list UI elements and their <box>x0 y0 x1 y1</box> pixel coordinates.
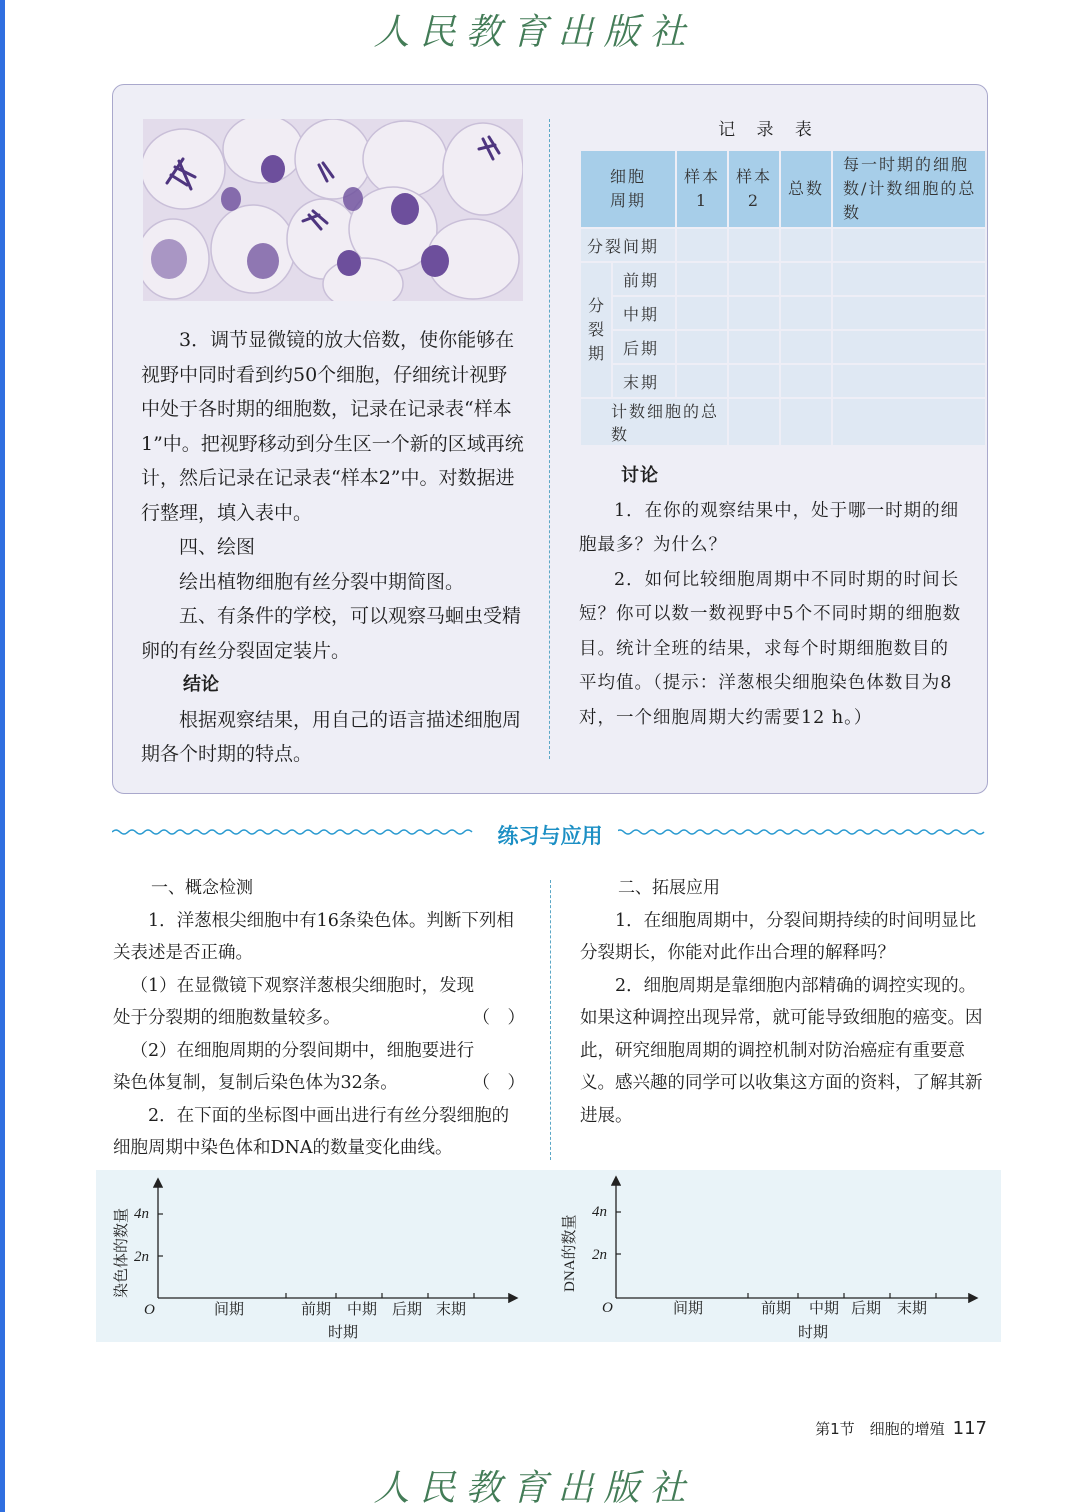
chromosome-graph <box>112 1180 516 1341</box>
concept-q1b-line1: （2）在细胞周期的分裂间期中，细胞要进行 <box>130 1040 475 1061</box>
left-x-title: 时期 <box>328 1325 359 1341</box>
left-x-metaphase: 中期 <box>347 1302 378 1318</box>
table-cell <box>781 399 831 445</box>
table-cell <box>729 263 779 295</box>
section-title: 练习与应用 <box>482 820 618 850</box>
discussion-q2: 2．如何比较细胞周期中不同时期的时间长短？你可以数一数视野中5个不同时期的细胞数目。统计全班的结果，求每个时期细胞数目的平均值。（提示：洋葱根尖细胞染色体数目为8对，一个细胞周期大约需要12 h。） <box>579 569 962 728</box>
experiment-box <box>112 84 988 794</box>
discussion-heading: 讨论 <box>621 465 659 486</box>
right-x-metaphase: 中期 <box>809 1301 840 1317</box>
concept-q1b-text: 染色体复制，复制后染色体为32条。 <box>113 1073 398 1093</box>
extended-q1: 1．在细胞周期中，分裂间期持续的时间明显比分裂期长，你能对此作出合理的解释吗？ <box>580 910 977 963</box>
page-footer <box>815 1418 987 1439</box>
record-table <box>579 149 987 447</box>
right-x-telophase: 末期 <box>897 1301 928 1317</box>
table-cell <box>781 229 831 261</box>
table-cell <box>833 297 985 329</box>
exercise-divider <box>550 880 551 1160</box>
table-cell <box>833 399 985 445</box>
blank-axes-graphs <box>96 1170 1001 1342</box>
conclusion-heading: 结论 <box>183 674 219 695</box>
right-x-title: 时期 <box>798 1325 829 1341</box>
header-sample-1: 样本 1 <box>677 151 727 227</box>
answer-blank-2[interactable]: （ ） <box>472 1073 525 1093</box>
table-cell <box>781 263 831 295</box>
page-edge-bar <box>0 0 5 1512</box>
right-origin: O <box>602 1300 613 1316</box>
concept-check-heading: 一、概念检测 <box>151 878 253 898</box>
table-cell <box>833 229 985 261</box>
left-y-4n: 4n <box>134 1206 149 1222</box>
concept-q1a-line1: （1）在显微镜下观察洋葱根尖细胞时，发现 <box>130 975 475 996</box>
table-cell <box>781 331 831 363</box>
row-total-label: 计数细胞的总数 <box>581 399 727 445</box>
right-x-interphase: 间期 <box>673 1301 704 1317</box>
table-cell <box>729 365 779 397</box>
experiment-steps <box>141 323 525 772</box>
header-sample-2: 样本 2 <box>729 151 779 227</box>
table-cell <box>833 263 985 295</box>
left-x-interphase: 间期 <box>214 1302 245 1318</box>
step-4-text: 绘出植物细胞有丝分裂中期简图。 <box>179 570 465 593</box>
table-cell <box>677 263 727 295</box>
row-mitosis-label: 分 裂 期 <box>581 263 611 397</box>
right-y-2n: 2n <box>592 1247 607 1263</box>
discussion-q1: 1．在你的观察结果中，处于哪一时期的细胞最多？为什么？ <box>579 500 960 555</box>
table-cell <box>729 297 779 329</box>
footer-section: 第1节 细胞的增殖 <box>815 1420 945 1438</box>
publisher-watermark-top: 人民教育出版社 <box>373 12 696 53</box>
row-telophase-label: 末期 <box>613 365 675 397</box>
right-x-anaphase: 后期 <box>851 1301 882 1317</box>
row-metaphase-label: 中期 <box>613 297 675 329</box>
right-y-4n: 4n <box>592 1204 607 1220</box>
left-x-telophase: 末期 <box>436 1302 467 1318</box>
step-3-text: 3．调节显微镜的放大倍数，使你能够在视野中同时看到约50个细胞，仔细统计视野中处于各时期的细胞数，记录在记录表“样本1”中。把视野移动到分生区一个新的区域再统计，然后记录在记录表“样本2”中。对数据进行整理，填入表中。 <box>141 329 524 524</box>
record-table-title: 记 录 表 <box>718 120 820 140</box>
header-ratio: 每一时期的细胞数/计数细胞的总数 <box>833 151 985 227</box>
graph-area <box>96 1170 1001 1342</box>
row-interphase-label: 分裂间期 <box>581 229 675 261</box>
table-cell <box>677 297 727 329</box>
conclusion-text: 根据观察结果，用自己的语言描述细胞周期各个时期的特点。 <box>141 708 522 765</box>
header-total: 总数 <box>781 151 831 227</box>
step-4-heading: 四、绘图 <box>179 536 256 558</box>
concept-q1a-text: 处于分裂期的细胞数量较多。 <box>113 1008 341 1028</box>
table-cell <box>677 365 727 397</box>
column-divider <box>549 119 550 759</box>
step-5-text: 五、有条件的学校，可以观察马蛔虫受精卵的有丝分裂固定装片。 <box>141 605 522 662</box>
left-origin: O <box>144 1302 155 1318</box>
concept-q2: 2．在下面的坐标图中画出进行有丝分裂细胞的细胞周期中染色体和DNA的数量变化曲线。 <box>113 1105 510 1158</box>
right-y-label: DNA的数量 <box>562 1214 578 1292</box>
left-y-label: 染色体的数量 <box>114 1207 130 1298</box>
left-x-anaphase: 后期 <box>392 1302 423 1318</box>
dna-graph <box>561 1178 976 1341</box>
extended-heading: 二、拓展应用 <box>618 878 720 898</box>
answer-blank-1[interactable]: （ ） <box>472 1008 525 1028</box>
concept-q1: 1．洋葱根尖细胞中有16条染色体。判断下列相关表述是否正确。 <box>113 910 514 963</box>
micrograph-image <box>143 119 523 301</box>
left-x-prophase: 前期 <box>301 1302 332 1318</box>
concept-q1a-line2 <box>113 1002 525 1035</box>
extended-application <box>580 872 990 1132</box>
header-cycle: 细胞 周期 <box>581 151 675 227</box>
table-cell <box>781 365 831 397</box>
table-cell <box>677 229 727 261</box>
discussion-section <box>579 459 963 735</box>
concept-q1b-line2 <box>113 1067 525 1100</box>
right-x-prophase: 前期 <box>761 1301 792 1317</box>
row-prophase-label: 前期 <box>613 263 675 295</box>
left-y-2n: 2n <box>134 1249 149 1265</box>
table-cell <box>729 399 779 445</box>
table-cell <box>833 365 985 397</box>
publisher-watermark-bottom: 人民教育出版社 <box>373 1468 696 1509</box>
table-cell <box>677 331 727 363</box>
section-title-bar <box>112 818 988 850</box>
extended-q2: 2．细胞周期是靠细胞内部精确的调控实现的。如果这种调控出现异常，就可能导致细胞的癌变。因此，研究细胞周期的调控机制对防治癌症有重要意义。感兴趣的同学可以收集这方面的资料，了解其新进展。 <box>580 975 983 1126</box>
table-cell <box>729 331 779 363</box>
page-number: 117 <box>952 1418 987 1439</box>
table-cell <box>781 297 831 329</box>
table-cell <box>833 331 985 363</box>
table-cell <box>729 229 779 261</box>
concept-check <box>113 872 525 1165</box>
row-anaphase-label: 后期 <box>613 331 675 363</box>
